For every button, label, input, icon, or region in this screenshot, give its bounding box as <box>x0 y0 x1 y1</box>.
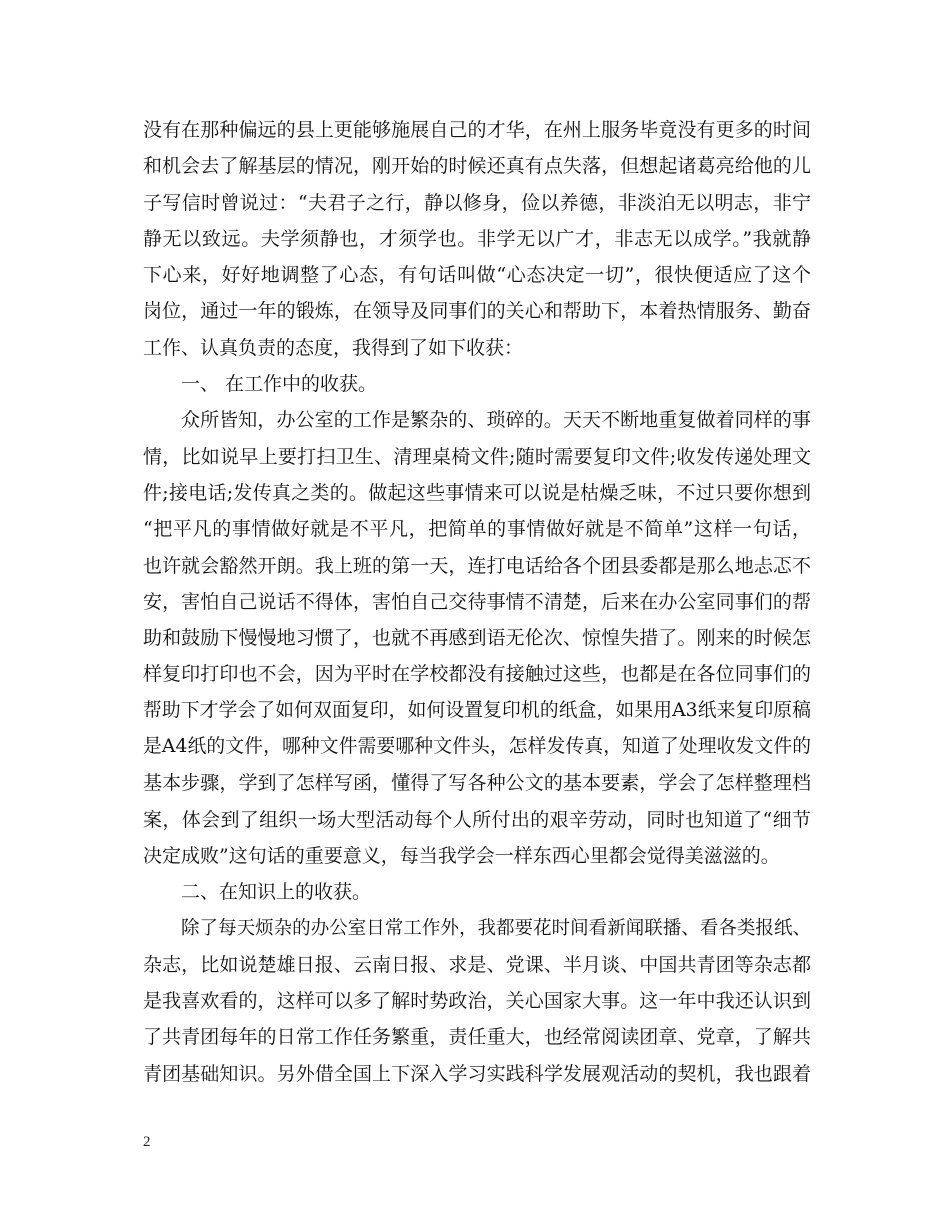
text-line: 助和鼓励下慢慢地习惯了，也就不再感到语无伦次、惊惶失措了。刚来的时候怎 <box>143 627 811 650</box>
text-line: 除了每天烦杂的办公室日常工作外，我都要花时间看新闻联播、看各类报纸、 <box>181 917 811 939</box>
text-line: 子写信时曾说过：“夫君子之行，静以修身，俭以养德，非淡泊无以明志，非宁 <box>143 191 811 214</box>
text-line: 样复印打印也不会，因为平时在学校都没有接触过这些，也都是在各位同事们的 <box>143 663 811 686</box>
text-line: 青团基础知识。另外借全国上下深入学习实践科学发展观活动的契机，我也跟着 <box>143 1062 811 1085</box>
text-line: 二、在知识上的收获。 <box>181 881 372 904</box>
text-line: 基本步骤，学到了怎样写函，懂得了写各种公文的基本要素，学会了怎样整理档 <box>143 772 811 795</box>
text-line: 静无以致远。夫学须静也，才须学也。非学无以广才，非志无以成学。”我就静 <box>143 227 811 250</box>
text-line: 是我喜欢看的，这样可以多了解时势政治，关心国家大事。这一年中我还认识到 <box>143 990 811 1013</box>
text-line: 杂志，比如说楚雄日报、云南日报、求是、党课、半月谈、中国共青团等杂志都 <box>143 953 811 976</box>
text-line: 是A4纸的文件，哪种文件需要哪种文件头，怎样发传真，知道了处理收发文件的 <box>143 736 811 758</box>
text-line: 一、 在工作中的收获。 <box>181 373 378 396</box>
text-line: 安，害怕自己说话不得体，害怕自己交待事情不清楚，后来在办公室同事们的帮 <box>143 590 811 613</box>
document-body <box>143 112 811 1092</box>
text-line: 件;接电话;发传真之类的。做起这些事情来可以说是枯燥乏味，不过只要你想到 <box>143 481 811 504</box>
text-line: 了共青团每年的日常工作任务繁重，责任重大，也经常阅读团章、党章，了解共 <box>143 1026 811 1049</box>
text-line: 岗位，通过一年的锻炼，在领导及同事们的关心和帮助下，本着热情服务、勤奋 <box>143 300 811 323</box>
text-line: 帮助下才学会了如何双面复印，如何设置复印机的纸盒，如果用A3纸来复印原稿 <box>143 699 811 721</box>
text-line: 情，比如说早上要打扫卫生、清理桌椅文件;随时需要复印文件;收发传递处理文 <box>143 445 811 468</box>
text-line: 众所皆知，办公室的工作是繁杂的、琐碎的。天天不断地重复做着同样的事 <box>181 409 811 432</box>
text-line: “把平凡的事情做好就是不平凡，把简单的事情做好就是不简单”这样一句话， <box>143 518 811 541</box>
text-line: 没有在那种偏远的县上更能够施展自己的才华，在州上服务毕竟没有更多的时间 <box>143 119 811 141</box>
text-line: 决定成败”这句话的重要意义，每当我学会一样东西心里都会觉得美滋滋的。 <box>143 844 780 867</box>
text-line: 下心来，好好地调整了心态，有句话叫做“心态决定一切”，很快便适应了这个 <box>143 264 811 287</box>
page-number: 2 <box>143 1134 151 1150</box>
text-line: 和机会去了解基层的情况，刚开始的时候还真有点失落，但想起诸葛亮给他的儿 <box>143 155 811 178</box>
text-line: 工作、认真负责的态度，我得到了如下收获： <box>143 336 524 359</box>
text-line: 也许就会豁然开朗。我上班的第一天，连打电话给各个团县委都是那么地忐忑不 <box>143 554 811 577</box>
text-line: 案，体会到了组织一场大型活动每个人所付出的艰辛劳动，同时也知道了“细节 <box>143 808 811 831</box>
